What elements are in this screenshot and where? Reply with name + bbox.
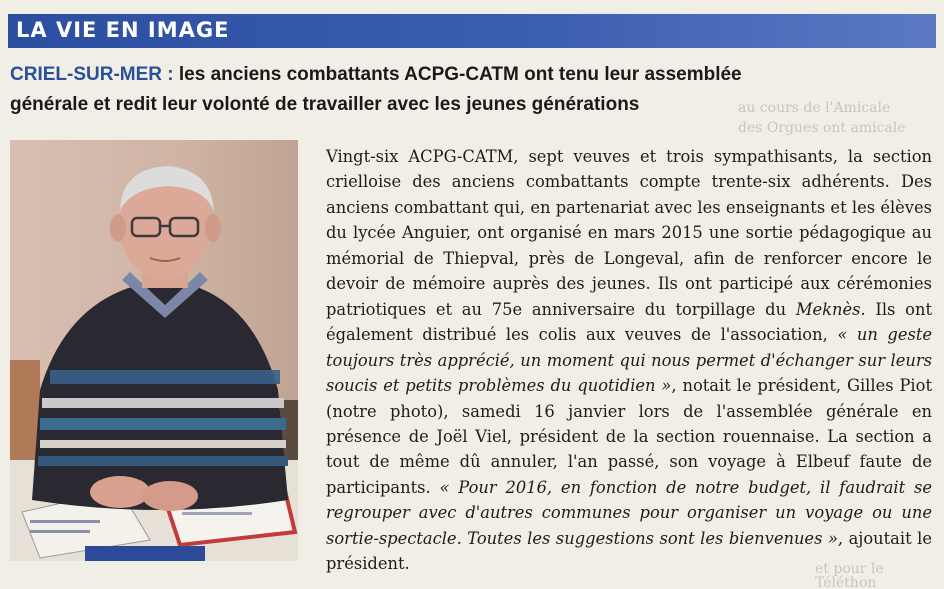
quote-text: « Pour 2016, en fonction de notre budget, il faudrait se regrouper avec d'autres communes pour organiser un voyage ou une sortie-spectacle. Toutes les suggestions sont les bienvenues »: [326, 477, 932, 548]
bleed-through-text: et pour le Téléthon: [815, 561, 884, 589]
section-banner: [8, 14, 936, 48]
headline-text-line1: les anciens combattants ACPG-CATM ont tenu leur assemblée: [178, 64, 742, 85]
photo-illustration: [10, 140, 298, 561]
ship-name: Meknès.: [795, 299, 866, 319]
body-text: Ils ont également distribué les colis aux veuves de l'association,: [326, 299, 932, 345]
bleed-through-text: des Orgues ont amicale: [738, 120, 906, 136]
article-photo: [10, 140, 298, 561]
bleed-through-text: au cours de l'Amicale: [738, 100, 891, 116]
headline-text-line2: générale et redit leur volonté de travailler avec les jeunes générations: [10, 94, 640, 115]
body-text: , notait le président, Gilles Piot (notre photo), samedi 16 janvier lors de l'assemblée générale en présence de Joël Viel, président de la section rouennaise. La section a tout de même dû annuler, l'an passé, son voyage à Elbeuf faute de participants.: [326, 376, 932, 497]
article-headline: [10, 60, 930, 120]
body-text: , ajoutait le président.: [326, 528, 932, 574]
body-text: Vingt-six ACPG-CATM, sept veuves et trois sympathisants, la section crielloise des anciens combattants compte trente-six adhérents. Des anciens combattant qui, en partenariat avec les enseignants et les élèves du lycée Anguier, ont organisé en mars 2015 une sortie pédagogique au mémorial de Thiepval, près de Longeval, afin de renforcer encore le devoir de mémoire auprès des jeunes. Ils ont participé aux cérémonies patriotiques et au 75e anniversaire du torpillage du: [326, 147, 932, 319]
headline-place: CRIEL-SUR-MER :: [10, 64, 174, 85]
article-body: [326, 144, 932, 577]
quote-text: « un geste toujours très apprécié, un moment qui nous permet d'échanger sur leurs soucis et petits problèmes du quotidien »: [326, 325, 932, 396]
section-title: LA VIE EN IMAGE: [16, 18, 230, 42]
